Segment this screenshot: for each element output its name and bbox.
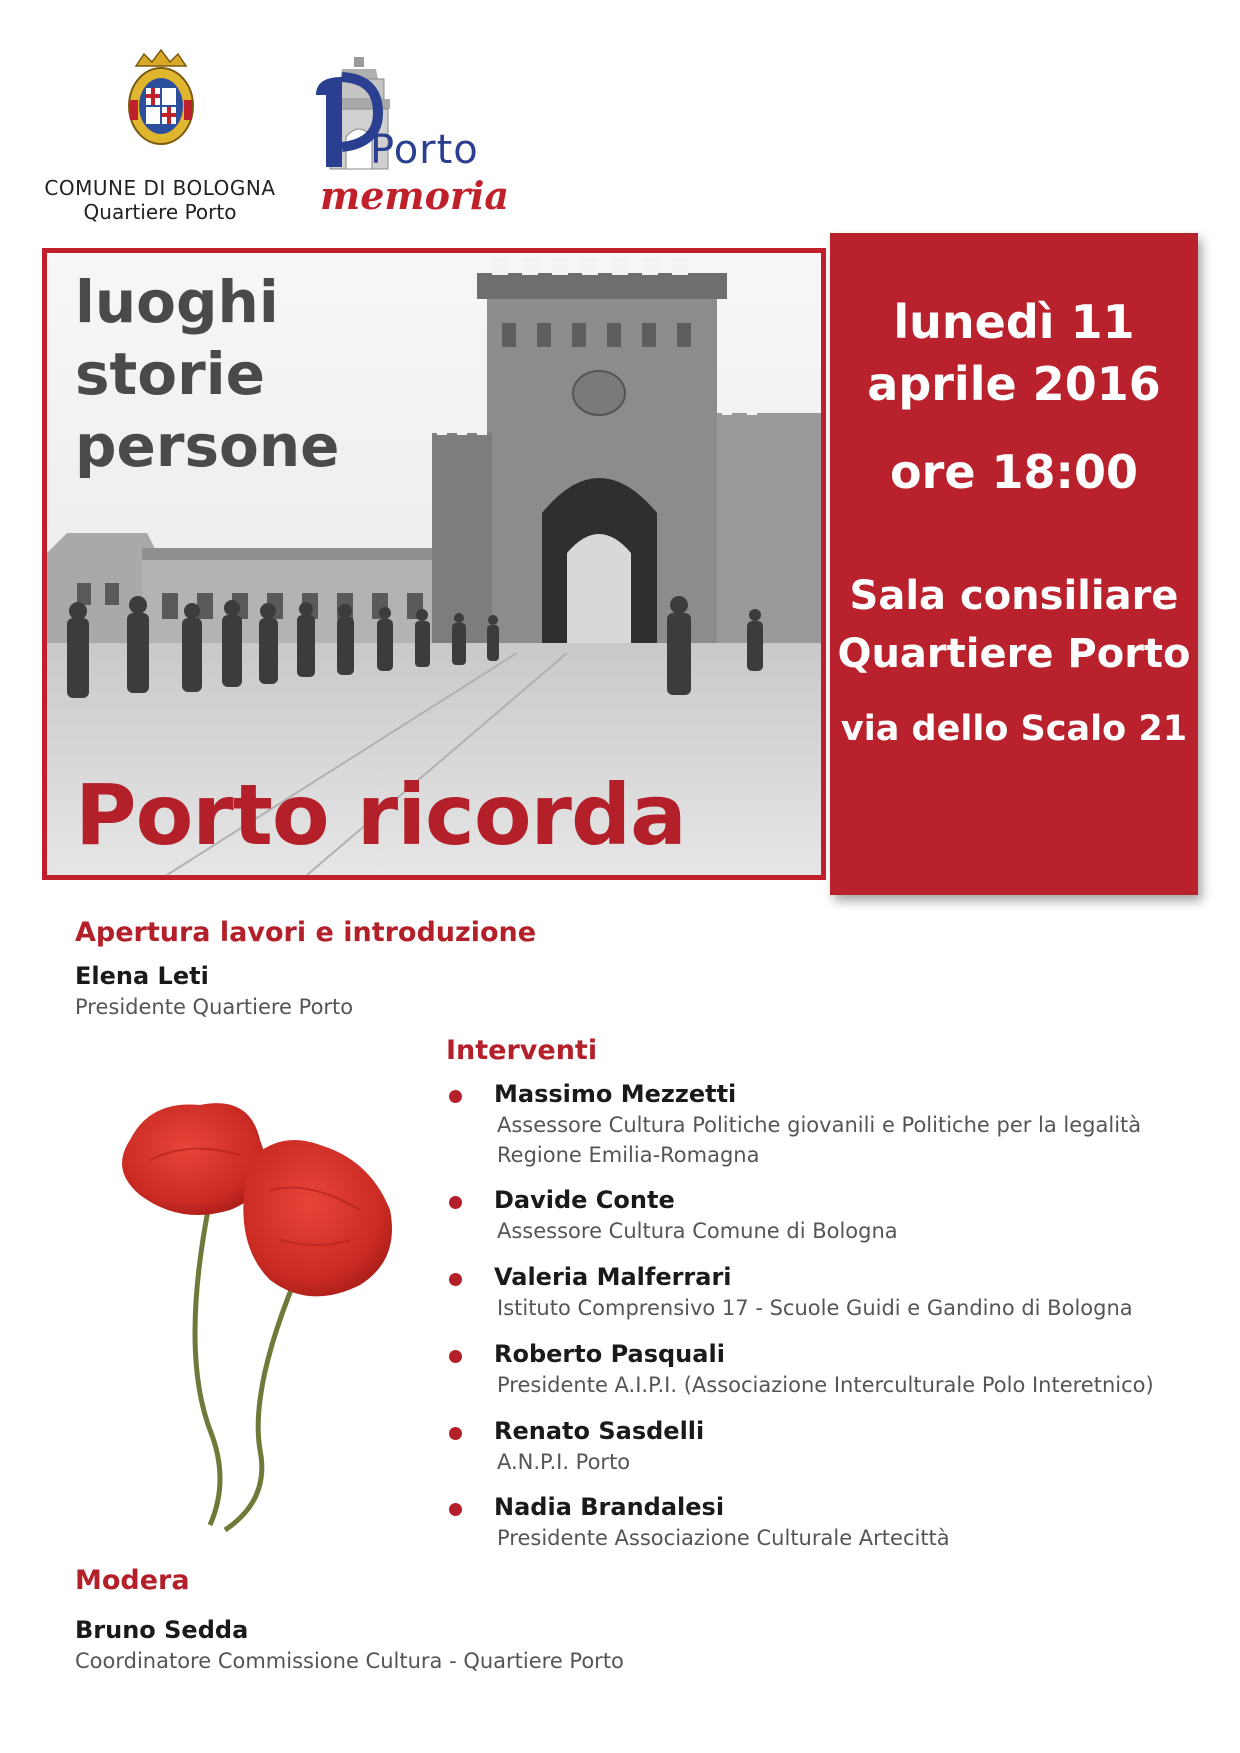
event-time: ore 18:00 <box>890 445 1138 499</box>
tagline-storie: storie <box>75 340 265 408</box>
opening-speaker-role: Presidente Quartiere Porto <box>75 995 354 1019</box>
speaker-role: Assessore Cultura Politiche giovanili e Politiche per la legalità <box>497 1113 1142 1137</box>
speaker-role: Presidente A.I.P.I. (Associazione Interculturale Polo Interetnico) <box>497 1373 1154 1397</box>
bullet-icon <box>449 1196 462 1209</box>
event-date-day: lunedì 11 <box>893 295 1135 349</box>
opening-speaker-name: Elena Leti <box>75 962 209 990</box>
poppy-flowers-icon <box>110 1100 410 1550</box>
interventions-heading: Interventi <box>446 1035 598 1066</box>
bullet-icon <box>449 1273 462 1286</box>
moderator-heading: Modera <box>75 1565 190 1596</box>
event-title: Porto ricorda <box>75 766 686 864</box>
bullet-icon <box>449 1090 462 1103</box>
speaker-role: Assessore Cultura Comune di Bologna <box>497 1219 898 1243</box>
tagline-persone: persone <box>75 412 340 480</box>
event-venue-line2: Quartiere Porto <box>837 631 1191 677</box>
moderator-name: Bruno Sedda <box>75 1616 249 1644</box>
quartiere-name: Quartiere Porto <box>83 200 237 224</box>
event-venue-line1: Sala consiliare <box>849 573 1179 619</box>
tagline-luoghi: luoghi <box>75 268 279 336</box>
speaker-role: Istituto Comprensivo 17 - Scuole Guidi e Gandino di Bologna <box>497 1296 1133 1320</box>
event-info-box <box>830 233 1198 895</box>
speaker-name: Davide Conte <box>494 1186 675 1214</box>
comune-bologna-logo <box>40 48 280 224</box>
speaker-role-line2: Regione Emilia-Romagna <box>497 1143 760 1167</box>
speaker-name: Nadia Brandalesi <box>494 1493 725 1521</box>
opening-heading: Apertura lavori e introduzione <box>75 917 537 948</box>
speaker-name: Renato Sasdelli <box>494 1417 705 1445</box>
memoria-logo-word: memoria <box>320 173 510 218</box>
bullet-icon <box>449 1503 462 1516</box>
hero-photo-frame <box>42 248 826 880</box>
speaker-name: Valeria Malferrari <box>494 1263 732 1291</box>
moderator-role: Coordinatore Commissione Cultura - Quartiere Porto <box>75 1649 624 1673</box>
speaker-role: Presidente Associazione Culturale Artecittà <box>497 1526 950 1550</box>
porto-memoria-logo <box>312 55 510 218</box>
speaker-name: Roberto Pasquali <box>494 1340 725 1368</box>
bologna-crest-icon <box>122 48 200 148</box>
bullet-icon <box>449 1427 462 1440</box>
event-date-month: aprile 2016 <box>867 357 1161 411</box>
speaker-role: A.N.P.I. Porto <box>497 1450 631 1474</box>
event-address: via dello Scalo 21 <box>840 709 1188 749</box>
porto-logo-word: Porto <box>370 127 479 173</box>
comune-name: COMUNE DI BOLOGNA <box>44 176 276 200</box>
bullet-icon <box>449 1350 462 1363</box>
speaker-name: Massimo Mezzetti <box>494 1080 737 1108</box>
